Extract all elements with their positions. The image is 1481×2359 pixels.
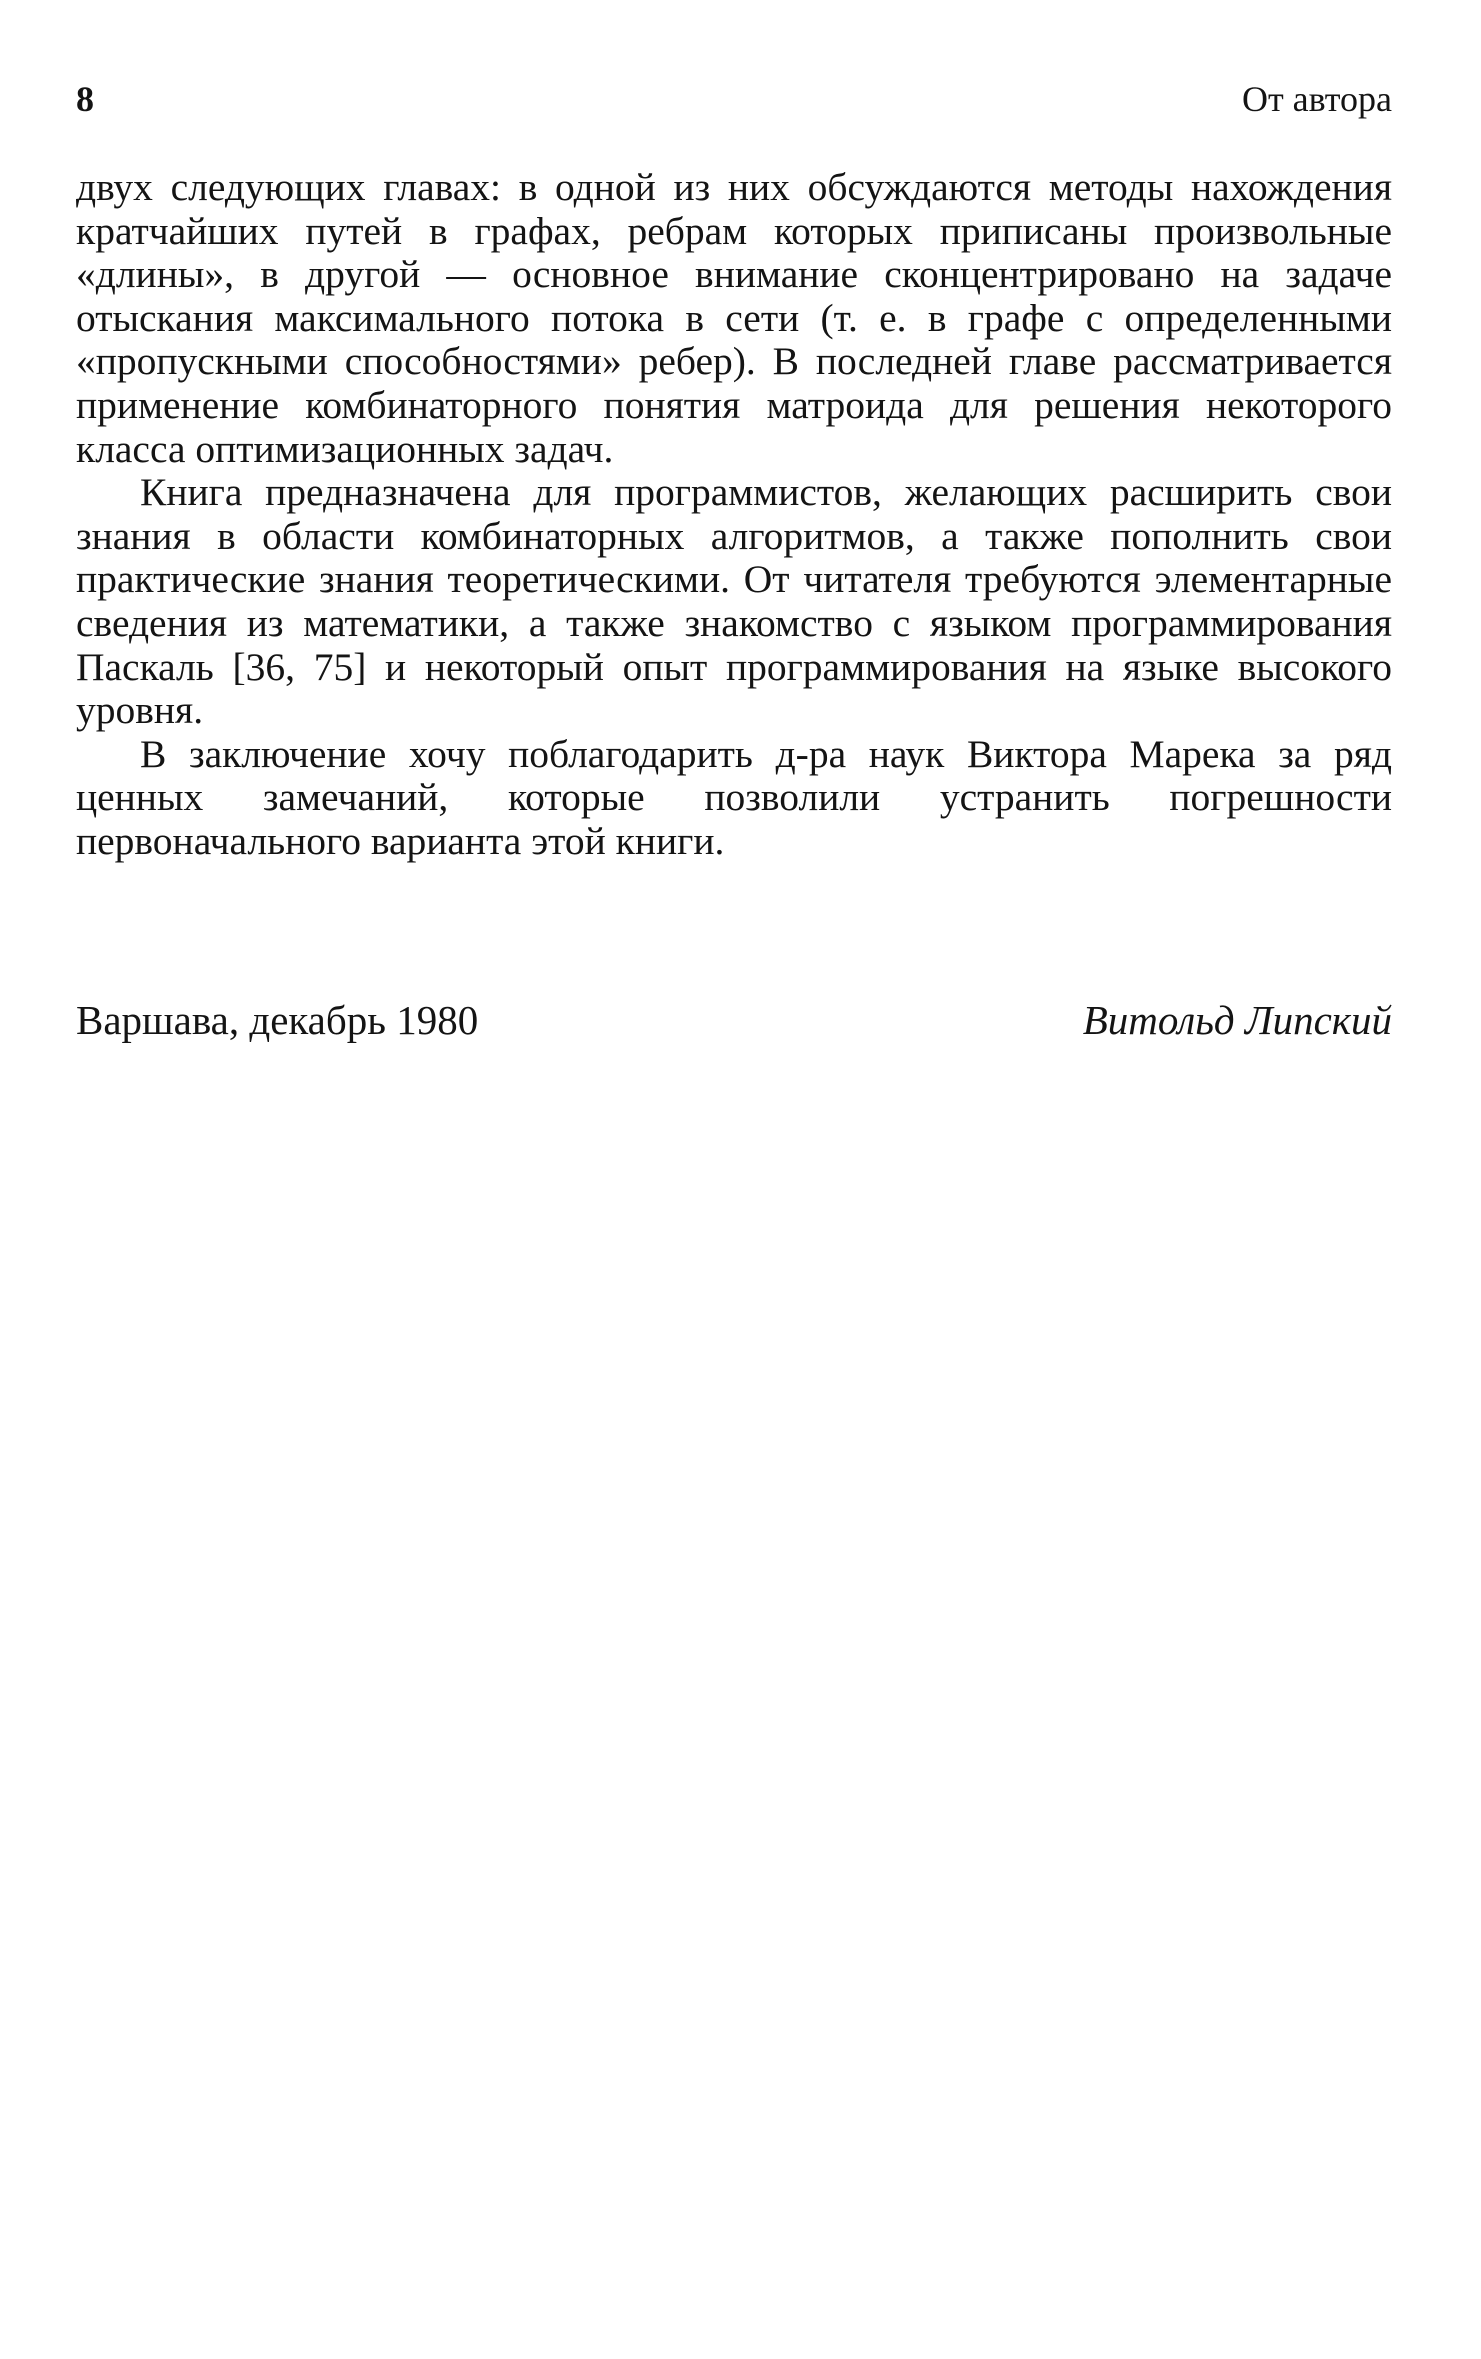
place-date: Варшава, декабрь 1980 (76, 997, 479, 1043)
body-text (76, 166, 1392, 864)
running-head (76, 74, 1392, 124)
author-name: Витольд Липский (1082, 997, 1392, 1043)
paragraph-acknowledgment: В заключение хочу поблагодарить д-ра наук Виктора Марека за ряд ценных замечаний, которые позволили устранить погрешности первоначального варианта этой книги. (76, 731, 1392, 863)
chapter-title: От автора (1241, 79, 1392, 119)
signature-line (76, 992, 1392, 1048)
paragraph-audience: Книга предназначена для программистов, желающих расширить свои знания в области комбинаторных алгоритмов, а также пополнить свои практические знания теоретическими. От читателя требуются элементарные сведения из математики, а также знакомство с языком программирования Паскаль [36, 75] и некоторый опыт программирования на языке высокого уровня. (76, 470, 1392, 733)
paragraph-continuation: двух следующих главах: в одной из них обсуждаются методы нахождения кратчайших путей в графах, ребрам которых приписаны произвольные «длины», в другой — основное внимание сконцентрировано на задаче отыскания максимального потока в сети (т. е. в графе с определенными «пропускными способностями» ребер). В последней главе рассматривается применение комбинаторного понятия матроида для решения некоторого класса оптимизационных задач. (76, 165, 1392, 471)
page-number: 8 (76, 79, 94, 119)
